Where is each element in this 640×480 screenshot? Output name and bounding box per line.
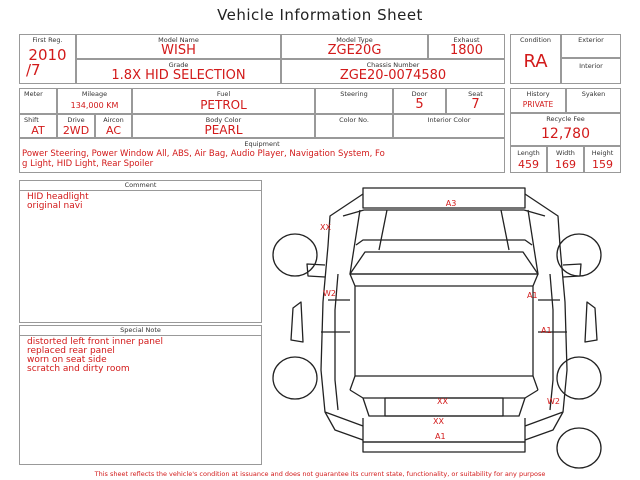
seat-value: 7 (471, 97, 480, 112)
car-damage-diagram (265, 180, 625, 470)
first-reg-label: First Reg. (32, 36, 63, 44)
chassis-value: ZGE20-0074580 (339, 68, 447, 83)
damage-mark-a3-top: A3 (445, 199, 457, 208)
hood-outline (350, 210, 538, 274)
steering-cell (315, 88, 393, 114)
aircon-cell (95, 114, 132, 138)
damage-mark-a1-bumper: A1 (435, 432, 446, 441)
width-cell (547, 146, 584, 173)
recycle-fee-label: Recycle Fee (546, 115, 585, 123)
equipment-line-2: g Light, HID Light, Rear Spoiler (22, 159, 154, 169)
front-right-wheel (557, 234, 601, 276)
front-bumper-outline (363, 188, 525, 208)
first-reg-cell (19, 34, 76, 84)
model-type-label: Model Type (336, 36, 373, 44)
model-type-cell (281, 34, 428, 59)
exterior-cell (561, 34, 621, 58)
interior-cell (561, 58, 621, 84)
damage-mark-xx-bumper: XX (433, 417, 444, 426)
front-left-wheel (273, 234, 317, 276)
height-label: Height (591, 149, 614, 157)
left-side-outline (321, 246, 363, 426)
length-label: Length (517, 149, 540, 157)
interior-color-cell (393, 114, 505, 138)
height-value: 159 (592, 158, 613, 171)
meter-cell (19, 88, 57, 114)
roof-outline (355, 286, 533, 376)
syaken-label: Syaken (581, 90, 606, 98)
special-note-line: worn on seat side (27, 355, 107, 365)
drive-value: 2WD (62, 124, 90, 137)
steering-label: Steering (340, 90, 368, 98)
windshield-outline (350, 252, 538, 274)
sheet-title: Vehicle Information Sheet (217, 6, 423, 24)
condition-label: Condition (519, 36, 552, 44)
history-cell (510, 88, 566, 113)
interior-color-label: Interior Color (427, 116, 471, 124)
width-label: Width (556, 149, 575, 157)
rear-right-wheel (557, 357, 601, 399)
first-reg-year: 2010 (28, 46, 67, 64)
recycle-fee-cell (510, 113, 621, 146)
drive-cell (57, 114, 95, 138)
spare-wheel (557, 428, 601, 468)
grade-cell (76, 59, 281, 84)
damage-mark-xx-front-left: XX (320, 223, 331, 232)
equipment-line-1: Power Steering, Power Window All, ABS, Air Bag, Audio Player, Navigation System, Fo (22, 149, 385, 159)
condition-value: RA (523, 51, 548, 72)
body-color-cell (132, 114, 315, 138)
color-no-label: Color No. (339, 116, 369, 124)
comment-box (19, 180, 262, 323)
comment-line: original navi (27, 201, 83, 211)
exhaust-label: Exhaust (453, 36, 480, 44)
syaken-cell (566, 88, 621, 113)
history-label: History (526, 90, 550, 98)
history-value: PRIVATE (522, 100, 554, 109)
body-color-label: Body Color (205, 116, 242, 124)
door-cell (393, 88, 446, 114)
model-type-value: ZGE20G (327, 43, 382, 58)
grade-label: Grade (168, 61, 189, 69)
aircon-value: AC (105, 124, 121, 137)
interior-label: Interior (579, 62, 603, 70)
first-reg-month: /7 (26, 61, 41, 79)
aircon-label: Aircon (103, 116, 124, 124)
damage-mark-xx-rear-center: XX (437, 397, 448, 406)
body-color-value: PEARL (204, 123, 243, 137)
equipment-cell (19, 138, 505, 173)
mileage-value: 134,000 KM (70, 101, 119, 110)
rear-left-wheel (273, 357, 317, 399)
chassis-cell (281, 59, 505, 84)
length-value: 459 (518, 158, 539, 171)
damage-mark-w2-left: W2 (323, 289, 336, 298)
mileage-label: Mileage (81, 90, 108, 98)
shift-value: AT (31, 124, 45, 137)
model-name-label: Model Name (158, 36, 199, 44)
shift-cell (19, 114, 57, 138)
fuel-label: Fuel (216, 90, 231, 98)
damage-mark-a1-right-upper: A1 (527, 291, 538, 300)
shift-label: Shift (24, 116, 39, 124)
seat-label: Seat (468, 90, 483, 98)
rear-bumper-outline (363, 442, 525, 452)
footer-disclaimer: This sheet reflects the vehicle's condition at issuance and does not guarantee its current state, functionality, or suitability for any purpose (94, 470, 546, 478)
exhaust-cell (428, 34, 505, 59)
special-note-text (27, 338, 163, 374)
grade-value: 1.8X HID SELECTION (111, 68, 246, 83)
mileage-cell (57, 88, 132, 114)
special-note-box (19, 325, 262, 465)
special-note-line: scratch and dirty room (27, 364, 130, 374)
damage-mark-a1-right-mid: A1 (541, 326, 552, 335)
condition-cell (510, 34, 561, 84)
model-name-cell (76, 34, 281, 59)
drive-label: Drive (67, 116, 85, 124)
exhaust-value: 1800 (449, 43, 484, 58)
damage-mark-w2-rear-right: W2 (547, 397, 560, 406)
length-cell (510, 146, 547, 173)
comment-line: HID headlight (27, 192, 89, 202)
seat-cell (446, 88, 505, 114)
door-label: Door (411, 90, 428, 98)
door-value: 5 (415, 97, 424, 112)
right-side-outline (525, 246, 567, 426)
height-cell (584, 146, 621, 173)
width-value: 169 (555, 158, 576, 171)
fuel-cell (132, 88, 315, 114)
meter-label: Meter (24, 90, 43, 98)
special-note-label: Special Note (20, 326, 261, 336)
color-no-cell (315, 114, 393, 138)
special-note-line: distorted left front inner panel (27, 337, 163, 347)
recycle-fee-value: 12,780 (541, 126, 590, 142)
special-note-line: replaced rear panel (27, 346, 115, 356)
equipment-label: Equipment (244, 140, 280, 148)
fuel-value: PETROL (200, 98, 247, 112)
exterior-label: Exterior (578, 36, 604, 44)
model-name-value: WISH (161, 43, 196, 58)
chassis-label: Chassis Number (366, 61, 420, 69)
comment-label: Comment (20, 181, 261, 191)
comment-text (27, 193, 89, 211)
